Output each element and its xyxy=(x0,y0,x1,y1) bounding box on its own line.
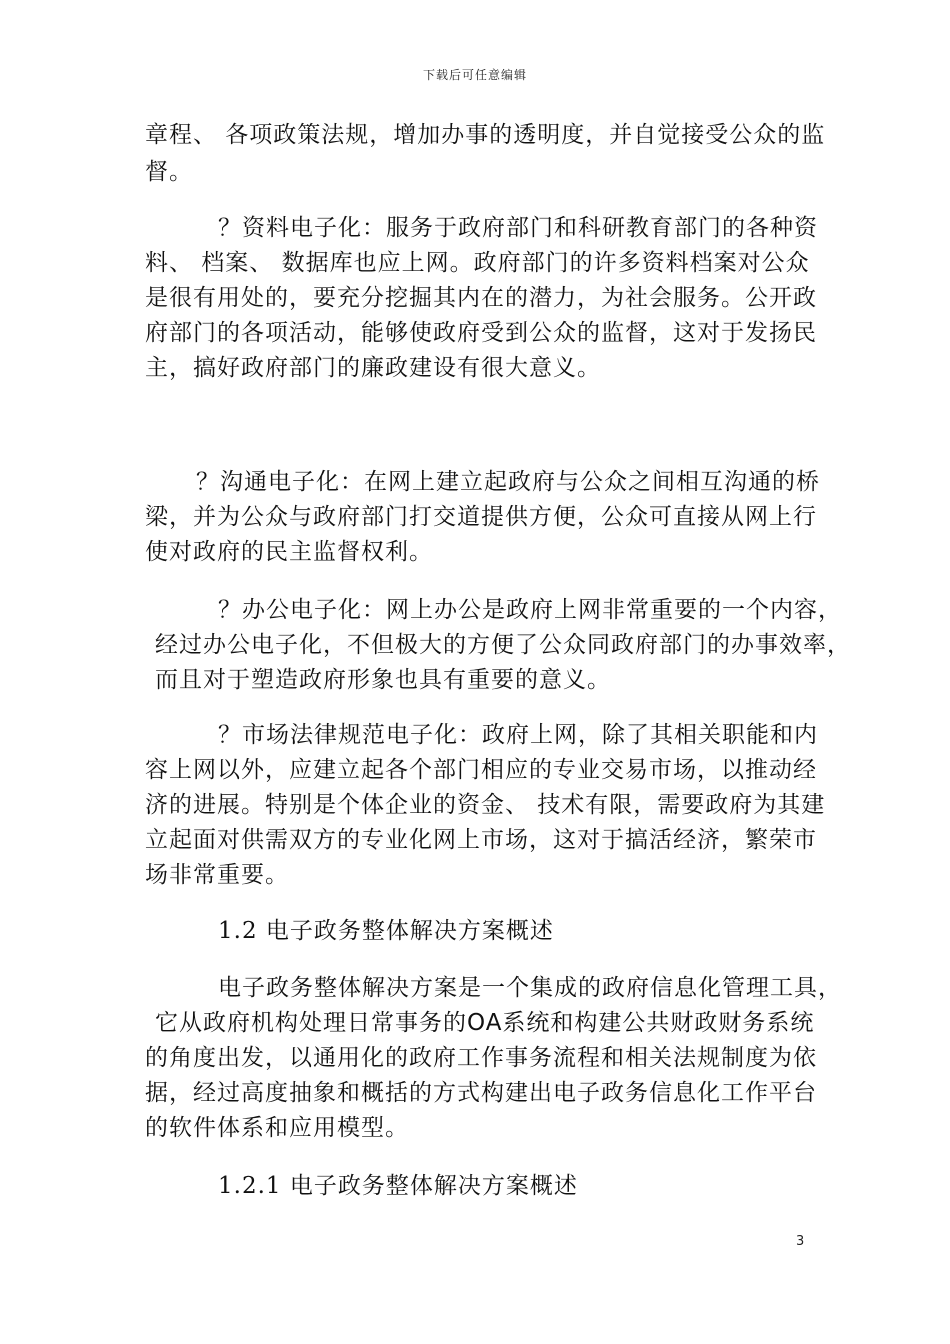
paragraph-line: 电子政务整体解决方案是一个集成的政府信息化管理工具， xyxy=(218,975,842,1001)
paragraph-line: 的角度出发，以通用化的政府工作事务流程和相关法规制度为依 xyxy=(145,1045,817,1071)
subsection-heading: 1.2.1 电子政务整体解决方案概述 xyxy=(218,1173,578,1199)
paragraph-line: 的软件体系和应用模型。 xyxy=(145,1115,409,1141)
paragraph-line: 济的进展。特别是个体企业的资金、 技术有限，需要政府为其建 xyxy=(145,792,826,818)
paragraph-line: ？办公电子化：网上办公是政府上网非常重要的一个内容， xyxy=(218,597,842,623)
paragraph-line: ？市场法律规范电子化：政府上网，除了其相关职能和内 xyxy=(218,722,818,748)
paragraph-line: 梁，并为公众与政府部门打交道提供方便，公众可直接从网上行 xyxy=(145,504,817,530)
paragraph-line: 据，经过高度抽象和概括的方式构建出电子政务信息化工作平台 xyxy=(145,1080,817,1106)
paragraph-line: ？资料电子化：服务于政府部门和科研教育部门的各种资 xyxy=(218,215,818,241)
paragraph-line: 而且对于塑造政府形象也具有重要的意义。 xyxy=(155,667,611,693)
paragraph-line: 督。 xyxy=(145,159,193,185)
paragraph-line: 料、 档案、 数据库也应上网。政府部门的许多资料档案对公众 xyxy=(145,250,810,276)
paragraph-line: 主，搞好政府部门的廉政建设有很大意义。 xyxy=(145,355,601,381)
page-number: 3 xyxy=(796,1234,805,1249)
paragraph-line: 立起面对供需双方的专业化网上市场，这对于搞活经济，繁荣市 xyxy=(145,827,817,853)
paragraph-line: 场非常重要。 xyxy=(145,862,289,888)
paragraph-line: 它从政府机构处理日常事务的OA系统和构建公共财政财务系统 xyxy=(155,1010,815,1036)
header-note: 下载后可任意编辑 xyxy=(422,68,527,82)
paragraph-line: ？沟通电子化：在网上建立起政府与公众之间相互沟通的桥 xyxy=(196,469,820,495)
paragraph-line: 使对政府的民主监督权利。 xyxy=(145,539,433,565)
section-heading: 1.2 电子政务整体解决方案概述 xyxy=(218,918,554,944)
paragraph-line: 容上网以外，应建立起各个部门相应的专业交易市场，以推动经 xyxy=(145,757,817,783)
paragraph-line: 府部门的各项活动，能够使政府受到公众的监督，这对于发扬民 xyxy=(145,320,817,346)
paragraph-line: 章程、 各项政策法规，增加办事的透明度，并自觉接受公众的监 xyxy=(145,122,826,148)
paragraph-line: 是很有用处的，要充分挖掘其内在的潜力，为社会服务。公开政 xyxy=(145,285,817,311)
paragraph-line: 经过办公电子化，不但极大的方便了公众同政府部门的办事效率， xyxy=(155,632,851,658)
